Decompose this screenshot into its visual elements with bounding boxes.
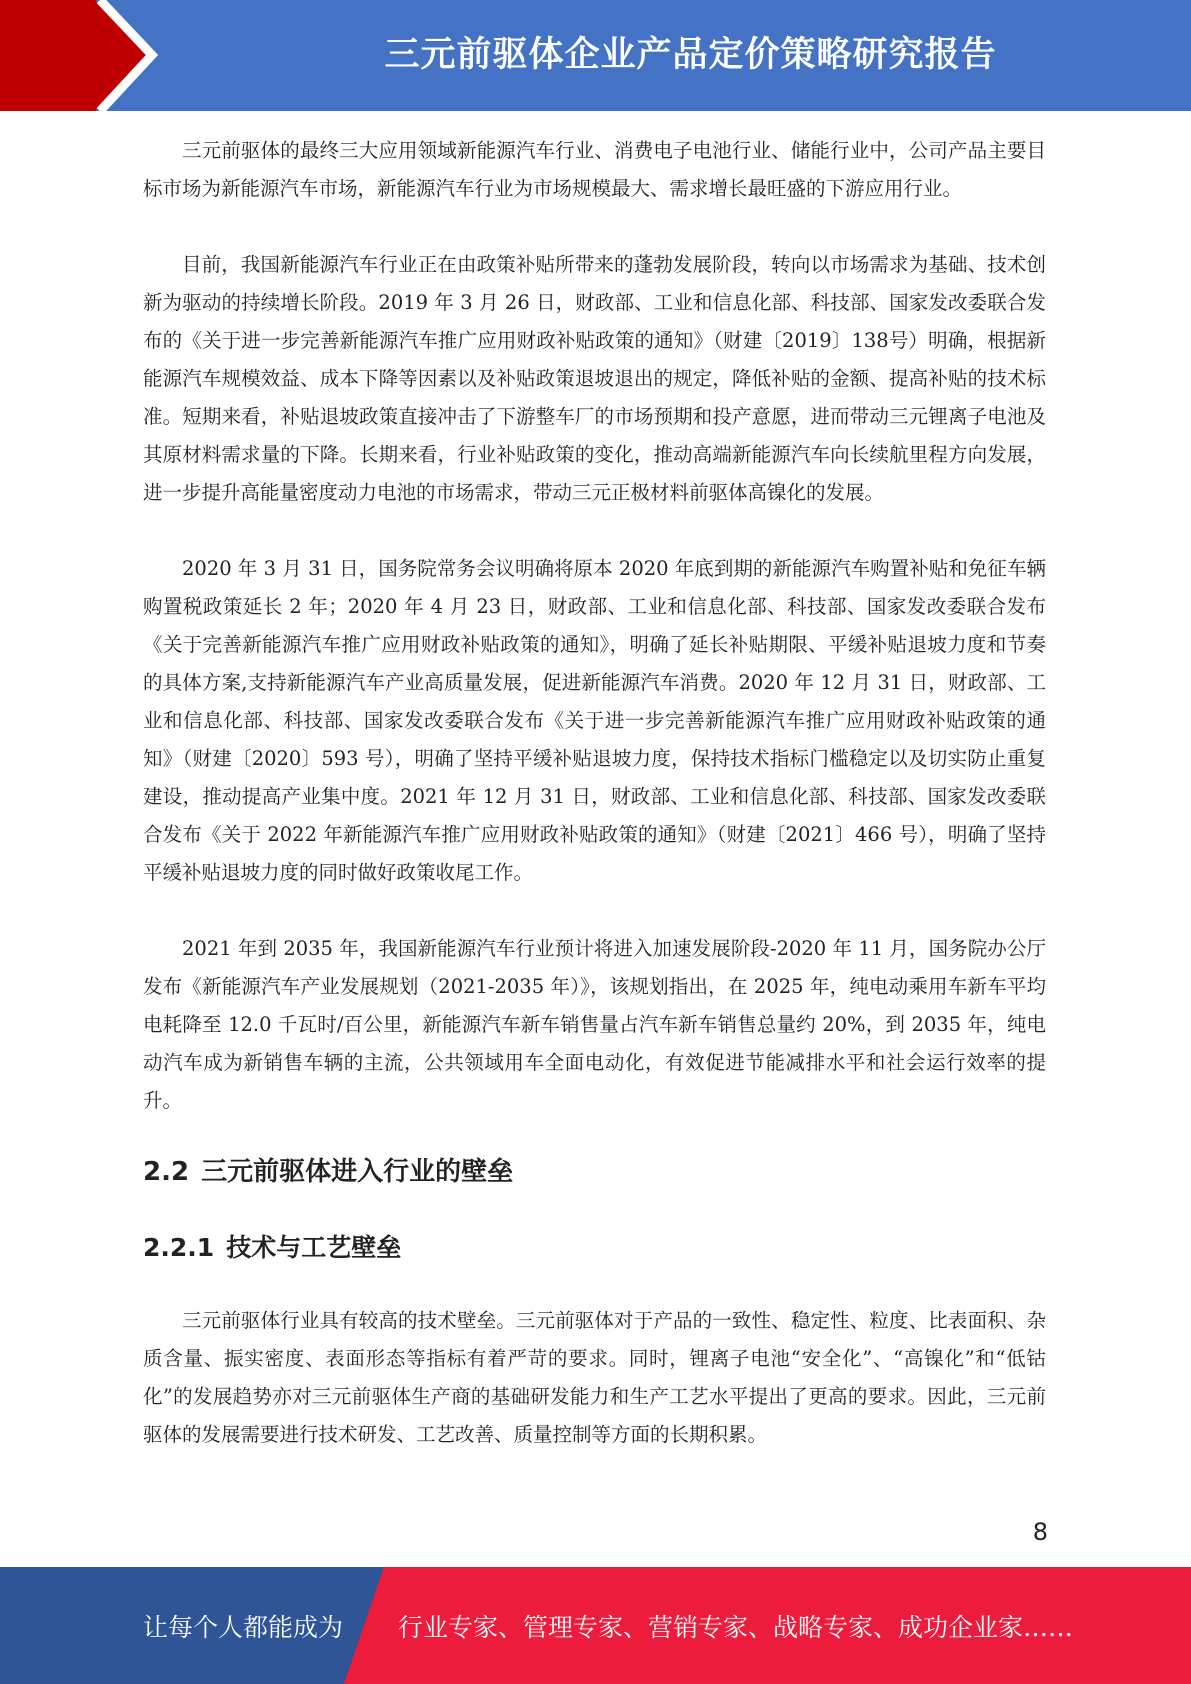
subsection-number: 2.2.1 xyxy=(143,1233,215,1262)
paragraph-4: 2021 年到 2035 年，我国新能源汽车行业预计将进入加速发展阶段-2020 年 11 月，国务院办公厅发布《新能源汽车产业发展规划（2021-2035 年）》，该规划指出，在 2025 年，纯电动乘用车新车平均电耗降至 12.0 千瓦时/百公里，新能源汽车新车销售量占汽车新车销售总量约 20%，到 2035 年，纯电动汽车成为新销售车辆的主流，公共领域用车全面电动化，有效促进节能减排水平和社会运行效率的提升。 xyxy=(143,937,1046,1112)
header-red-arrow xyxy=(0,0,150,111)
paragraph-1: 三元前驱体的最终三大应用领域新能源汽车行业、消费电子电池行业、储能行业中，公司产品主要目标市场为新能源汽车市场，新能源汽车行业为市场规模最大、需求增长最旺盛的下游应用行业。 xyxy=(143,139,1046,200)
header-title: 三元前驱体企业产品定价策略研究报告 xyxy=(384,35,997,75)
section-heading xyxy=(143,1152,1046,1192)
paragraph-2: 目前，我国新能源汽车行业正在由政策补贴所带来的蓬勃发展阶段，转向以市场需求为基础、技术创新为驱动的持续增长阶段。2019 年 3 月 26 日，财政部、工业和信息化部、科技部、国家发改委联合发布的《关于进一步完善新能源汽车推广应用财政补贴政策的通知》（财建〔2019〕138号）明确，根据新能源汽车规模效益、成本下降等因素以及补贴政策退坡退出的规定，降低补贴的金额、提高补贴的技术标准。短期来看，补贴退坡政策直接冲击了下游整车厂的市场预期和投产意愿，进而带动三元锂离子电池及其原材料需求量的下降。长期来看，行业补贴政策的变化，推动高端新能源汽车向长续航里程方向发展，进一步提升高能量密度动力电池的市场需求，带动三元正极材料前驱体高镍化的发展。 xyxy=(143,253,1046,504)
page-content xyxy=(143,132,1046,1492)
page-header xyxy=(0,0,1191,111)
footer-slogan-left: 让每个人都能成为 xyxy=(143,1612,344,1642)
section-title: 三元前驱体进入行业的壁垒 xyxy=(201,1157,514,1187)
footer-slogan-right: 行业专家、管理专家、营销专家、战略专家、成功企业家…… xyxy=(398,1612,1074,1642)
paragraph-5: 三元前驱体行业具有较高的技术壁垒。三元前驱体对于产品的一致性、稳定性、粒度、比表面积、杂质含量、振实密度、表面形态等指标有着严苛的要求。同时，锂离子电池“安全化”、“高镍化”和“低钴化”的发展趋势亦对三元前驱体生产商的基础研发能力和生产工艺水平提出了更高的要求。因此，三元前驱体的发展需要进行技术研发、工艺改善、质量控制等方面的长期积累。 xyxy=(143,1309,1046,1446)
subsection-heading xyxy=(143,1228,1046,1268)
paragraph-3: 2020 年 3 月 31 日，国务院常务会议明确将原本 2020 年底到期的新能源汽车购置补贴和免征车辆购置税政策延长 2 年；2020 年 4 月 23 日，财政部、工业和信息化部、科技部、国家发改委联合发布《关于完善新能源汽车推广应用财政补贴政策的通知》，明确了延长补贴期限、平缓补贴退坡力度和节奏的具体方案,支持新能源汽车产业高质量发展，促进新能源汽车消费。2020 年 12 月 31 日，财政部、工业和信息化部、科技部、国家发改委联合发布《关于进一步完善新能源汽车推广应用财政补贴政策的通知》（财建〔2020〕593 号），明确了坚持平缓补贴退坡力度，保持技术指标门槛稳定以及切实防止重复建设，推动提高产业集中度。2021 年 12 月 31 日，财政部、工业和信息化部、科技部、国家发改委联合发布《关于 2022 年新能源汽车推广应用财政补贴政策的通知》（财建〔2021〕466 号），明确了坚持平缓补贴退坡力度的同时做好政策收尾工作。 xyxy=(143,557,1046,884)
page-footer xyxy=(0,1567,1191,1684)
page-number: 8 xyxy=(1032,1518,1048,1546)
subsection-title: 技术与工艺壁垒 xyxy=(226,1233,402,1262)
section-number: 2.2 xyxy=(143,1157,190,1187)
